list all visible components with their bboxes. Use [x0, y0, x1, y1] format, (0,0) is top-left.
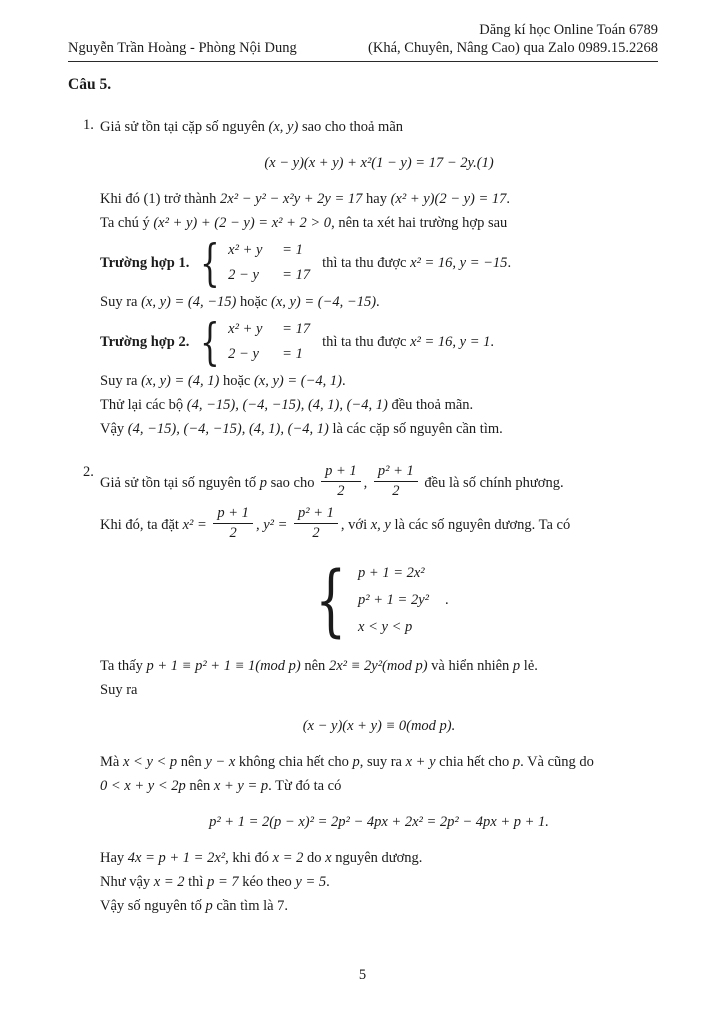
list-item	[68, 116, 658, 441]
left-brace-icon: {	[200, 313, 221, 371]
math-run: ,	[363, 474, 371, 491]
text-run: .	[376, 294, 380, 310]
text-run: .	[341, 373, 346, 389]
math-run: (4, −15), (−4, −15), (4, 1), (−4, 1)	[127, 421, 329, 437]
text-run: và hiển nhiên	[427, 658, 513, 674]
math-run: (x, y) = (−4, 1)	[253, 373, 342, 389]
fraction	[213, 504, 253, 543]
fraction-numerator: p + 1	[321, 462, 361, 482]
text-run: đều là số chính phương.	[420, 474, 564, 491]
system-row	[358, 560, 429, 587]
text-run: Vậy	[100, 421, 128, 437]
text-run: là các số nguyên dương. Ta có	[390, 516, 571, 533]
header-author: Nguyễn Trần Hoàng - Phòng Nội Dung	[68, 40, 297, 56]
text-run: sao cho thoả mãn	[298, 119, 404, 135]
equation-rhs: = 17	[282, 321, 311, 337]
text-run: chia hết cho	[435, 754, 513, 770]
math-run: x² =	[182, 516, 211, 533]
text-line	[100, 212, 658, 235]
text-run: là các cặp số nguyên cần tìm.	[328, 421, 503, 437]
math-run: x + y = p	[213, 778, 269, 794]
header-course-line: Dăng kí học Online Toán 6789	[479, 22, 658, 38]
math-run: y − x	[205, 754, 236, 770]
left-brace-icon: {	[200, 234, 221, 292]
math-run: p + 1 ≡ p² + 1 ≡ 1(mod p)	[146, 658, 301, 674]
display-equation	[100, 152, 658, 175]
fraction-numerator: p² + 1	[374, 462, 418, 482]
text-run: .	[506, 191, 511, 207]
text-run: Hay	[100, 850, 128, 866]
items	[68, 116, 658, 918]
math-run: p = 7	[207, 874, 239, 890]
system-rows	[358, 560, 429, 641]
math-run: x² = 16, y = 1	[410, 333, 491, 350]
math-run: p	[512, 658, 521, 674]
system-row	[228, 238, 310, 263]
math-run: (x² + y) + (2 − y) = x² + 2 > 0	[153, 215, 332, 231]
text-line	[100, 188, 658, 211]
text-run: Như vậy	[100, 874, 154, 890]
math-run: (x, y) = (4, −15)	[141, 294, 237, 310]
case-paragraph	[100, 313, 658, 371]
equation-lhs: x² + y	[228, 242, 263, 258]
text-line	[100, 679, 658, 702]
math-run: (x² + y)(2 − y) = 17	[390, 191, 507, 207]
text-line	[100, 871, 658, 894]
page-footer	[0, 966, 725, 984]
text-run: . Và cũng do	[520, 754, 594, 770]
math-run: p	[512, 754, 521, 770]
fraction	[374, 462, 418, 501]
text-run: Ta thấy	[100, 658, 147, 674]
section-title: Câu 5.	[68, 76, 112, 93]
case-label: Trường hợp 2.	[100, 333, 190, 350]
text-run: Giả sử tồn tại số nguyên tố	[100, 474, 260, 491]
text-line	[100, 116, 658, 139]
equation-system	[197, 313, 311, 371]
page-header	[68, 21, 658, 62]
math-run: (4, −15), (−4, −15), (4, 1), (−4, 1)	[186, 397, 388, 413]
math-run: 0 < x + y < 2p	[100, 778, 186, 794]
display-system	[100, 555, 658, 646]
math-run: 2x² − y² − x²y + 2y = 17	[220, 191, 363, 207]
text-line	[100, 751, 658, 774]
fraction-denominator: 2	[229, 525, 237, 541]
math-run: x = 2	[272, 850, 304, 866]
case-paragraph	[100, 234, 658, 292]
math-run: x, y	[370, 516, 391, 533]
equation-lhs: 2 − y	[228, 267, 259, 283]
text-run: Vậy số nguyên tố	[100, 898, 206, 914]
display-equation	[100, 715, 658, 738]
system-row	[358, 587, 429, 614]
text-line	[100, 370, 658, 393]
left-brace-icon: {	[315, 555, 347, 646]
fraction-numerator: p² + 1	[294, 504, 338, 524]
text-line	[100, 291, 658, 314]
equation-row: x < y < p	[358, 619, 413, 635]
math-run: (x, y) = (−4, −15)	[270, 294, 377, 310]
equation-system	[197, 234, 311, 292]
text-run: nên	[177, 754, 206, 770]
text-run: do	[303, 850, 326, 866]
text-run: sao cho	[266, 474, 319, 491]
equation-rhs: = 1	[282, 346, 303, 362]
math-run: (x, y)	[268, 119, 299, 135]
math-run: (x − y)(x + y) ≡ 0(mod p).	[302, 718, 456, 734]
equation-lhs: x² + y	[228, 321, 263, 337]
text-run: thì ta thu được	[322, 254, 411, 271]
text-run: đều thoả mãn.	[387, 397, 474, 413]
math-run: (x − y)(x + y) + x²(1 − y) = 17 − 2y.(1)	[264, 155, 494, 171]
text-run: thì	[184, 874, 208, 890]
fraction-denominator: 2	[312, 525, 320, 541]
text-run: cần tìm là 7.	[212, 898, 289, 914]
text-run: Khi đó, ta đặt	[100, 516, 183, 533]
math-run: x	[325, 850, 332, 866]
item-content	[100, 116, 658, 441]
text-run: thì ta thu được	[322, 333, 411, 350]
text-line	[100, 394, 658, 417]
item-number: 2.	[83, 464, 94, 480]
math-run: , y² =	[255, 516, 292, 533]
text-run: Mà	[100, 754, 123, 770]
equation-system	[309, 555, 429, 646]
text-run: Suy ra	[100, 682, 138, 698]
system-row	[228, 317, 310, 342]
fraction-numerator: p + 1	[213, 504, 253, 524]
page-number: 5	[358, 967, 367, 983]
math-run: p² + 1 = 2(p − x)² = 2p² − 4px + 2x² = 2p² − 4px + p + 1.	[209, 814, 549, 830]
text-run: .	[490, 333, 495, 350]
math-run: (x, y) = (4, 1)	[141, 373, 220, 389]
list-item	[68, 463, 658, 918]
equation-row: p² + 1 = 2y²	[358, 592, 429, 608]
text-run: , với	[340, 516, 371, 533]
text-run: lẻ.	[520, 658, 538, 674]
text-run: không chia hết cho	[235, 754, 353, 770]
math-run: x + y	[405, 754, 436, 770]
math-run: x < y < p	[122, 754, 178, 770]
text-line	[100, 895, 658, 918]
system-row	[228, 342, 310, 367]
equation-rhs: = 17	[282, 267, 311, 283]
math-run: p	[259, 474, 267, 491]
header-second-row	[68, 39, 658, 57]
math-run: 2x² ≡ 2y²(mod p)	[328, 658, 428, 674]
math-run: p	[352, 754, 360, 770]
text-run: Giả sử tồn tại cặp số nguyên	[100, 119, 269, 135]
text-run: Ta chú ý	[100, 215, 154, 231]
item-content	[100, 463, 658, 918]
system-rows	[228, 238, 310, 288]
text-line	[100, 463, 658, 504]
text-run: hay	[362, 191, 391, 207]
text-run: Khi đó (1) trở thành	[100, 191, 221, 207]
text-run: , suy ra	[359, 754, 406, 770]
equation-lhs: 2 − y	[228, 346, 259, 362]
text-line	[100, 655, 658, 678]
fraction-denominator: 2	[337, 483, 345, 499]
system-rows	[228, 317, 310, 367]
display-equation	[100, 811, 658, 834]
system-row	[358, 614, 429, 641]
text-line	[100, 418, 658, 441]
math-run: p	[205, 898, 213, 914]
math-run: x = 2	[153, 874, 185, 890]
text-run: Suy ra	[100, 373, 142, 389]
item-number: 1.	[83, 117, 94, 133]
text-run: Suy ra	[100, 294, 142, 310]
text-run: nên	[185, 778, 214, 794]
period: .	[444, 592, 449, 608]
equation-rhs: = 1	[282, 242, 303, 258]
math-run: y = 5	[295, 874, 327, 890]
case-conclusion	[322, 255, 511, 272]
math-run: 4x = p + 1 = 2x²	[127, 850, 226, 866]
text-run: Thử lại các bộ	[100, 397, 187, 413]
text-run: , khi đó	[225, 850, 273, 866]
equation-row: p + 1 = 2x²	[358, 565, 425, 581]
fraction-denominator: 2	[392, 483, 400, 499]
case-conclusion	[322, 334, 494, 351]
text-run: nguyên dương.	[331, 850, 423, 866]
math-run: x² = 16, y = −15	[410, 254, 508, 271]
text-run: hoặc	[236, 294, 271, 310]
text-run: hoặc	[219, 373, 254, 389]
fraction	[294, 504, 338, 543]
text-run: .	[507, 254, 512, 271]
text-line	[100, 775, 658, 798]
text-run: nên	[300, 658, 329, 674]
text-run: . Từ đó ta có	[268, 778, 342, 794]
fraction	[321, 462, 361, 501]
case-label: Trường hợp 1.	[100, 254, 190, 271]
system-row	[228, 263, 310, 288]
text-line	[100, 505, 658, 546]
text-run: kéo theo	[238, 874, 296, 890]
text-line	[100, 847, 658, 870]
text-run: , nên ta xét hai trường hợp sau	[331, 215, 508, 231]
text-run: .	[326, 874, 330, 890]
header-contact: (Khá, Chuyên, Nâng Cao) qua Zalo 0989.15.2268	[368, 40, 658, 56]
